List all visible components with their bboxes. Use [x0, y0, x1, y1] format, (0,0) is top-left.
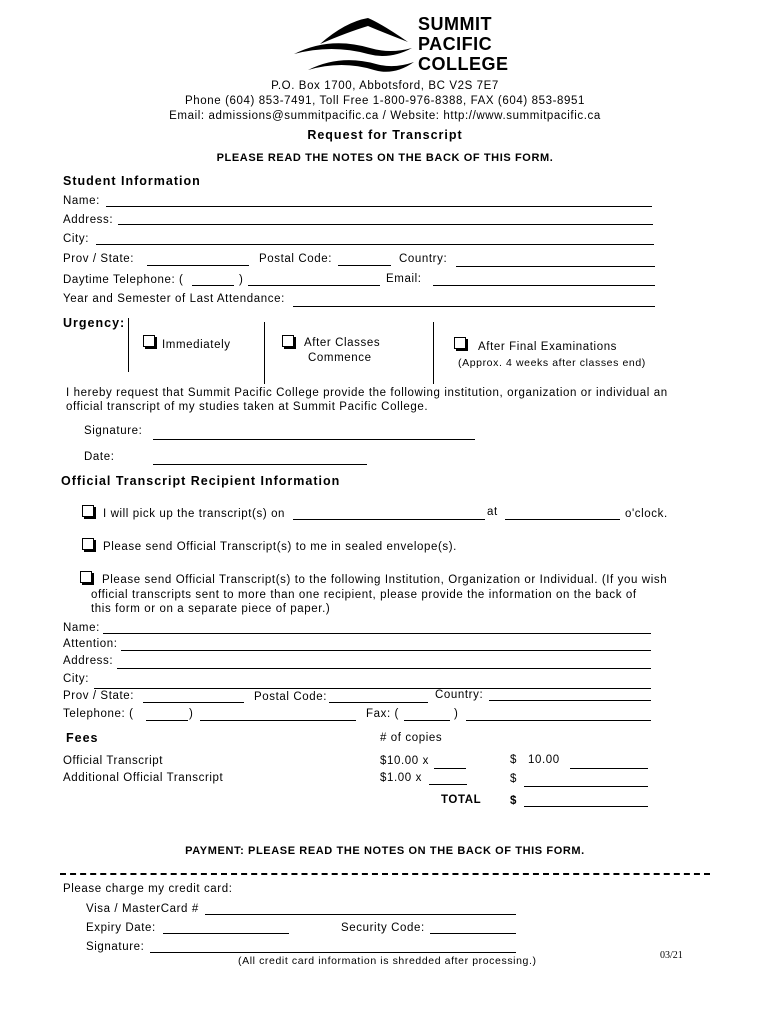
fees-total-label: TOTAL	[441, 794, 482, 806]
sealed-envelope-label: Please send Official Transcript(s) to me in sealed envelope(s).	[103, 541, 457, 553]
payment-security-label: Security Code:	[341, 922, 425, 934]
fees-row2-label: Additional Official Transcript	[63, 772, 224, 784]
payment-expiry-field[interactable]	[163, 933, 289, 934]
recipient-country-field[interactable]	[489, 700, 651, 701]
recipient-country-label: Country:	[435, 689, 484, 701]
fees-row2-price: $1.00 x	[380, 772, 422, 784]
recipient-name-field[interactable]	[103, 633, 651, 634]
payment-charge-label: Please charge my credit card:	[63, 883, 233, 895]
send-institution-text-3: this form or on a separate piece of paper.)	[91, 603, 331, 615]
recipient-fax-label: Fax: (	[366, 708, 399, 720]
recipient-phone-field[interactable]	[200, 720, 356, 721]
recipient-attention-label: Attention:	[63, 638, 118, 650]
recipient-city-label: City:	[63, 673, 89, 685]
pickup-label: I will pick up the transcript(s) on	[103, 508, 286, 520]
recipient-fax-field[interactable]	[466, 720, 651, 721]
request-text-2: official transcript of my studies taken at Summit Pacific College.	[66, 401, 429, 413]
recipient-fax-area-field[interactable]	[404, 720, 450, 721]
student-prov-field[interactable]	[147, 265, 249, 266]
recipient-attention-field[interactable]	[121, 650, 651, 651]
fees-row1-price: $10.00 x	[380, 755, 429, 767]
recipient-prov-field[interactable]	[143, 702, 244, 703]
fees-row1-label: Official Transcript	[63, 755, 164, 767]
pickup-time-field[interactable]	[505, 519, 620, 520]
recipient-address-field[interactable]	[117, 668, 651, 669]
fees-total-field[interactable]	[524, 806, 648, 807]
request-signature-label: Signature:	[84, 425, 143, 437]
recipient-postal-label: Postal Code:	[254, 691, 328, 703]
student-address-field[interactable]	[118, 224, 653, 225]
urgency-immediately-checkbox[interactable]	[143, 335, 155, 347]
student-postal-field[interactable]	[338, 265, 391, 266]
form-version: 03/21	[660, 950, 683, 961]
recipient-phone-area-field[interactable]	[146, 720, 188, 721]
fees-row2-copies-field[interactable]	[429, 784, 467, 785]
cut-line	[60, 873, 710, 875]
fees-row1-dollar: $	[510, 754, 517, 766]
college-phone: Phone (604) 853-7491, Toll Free 1-800-976-8388, FAX (604) 853-8951	[185, 95, 585, 107]
fees-row1-copies-field[interactable]	[434, 768, 466, 769]
fees-row2-dollar: $	[510, 773, 517, 785]
student-city-label: City:	[63, 233, 89, 245]
student-phone-label: Daytime Telephone: (	[63, 274, 184, 286]
fees-copies-header: # of copies	[380, 732, 443, 744]
pickup-at-label: at	[487, 506, 498, 518]
request-signature-field[interactable]	[153, 439, 475, 440]
fees-total-dollar: $	[510, 795, 517, 807]
student-prov-label: Prov / State:	[63, 253, 135, 265]
notice-top: PLEASE READ THE NOTES ON THE BACK OF THIS FORM.	[216, 152, 554, 164]
send-institution-text-1: Please send Official Transcript(s) to the following Institution, Organization or Individual. (If you wish	[102, 574, 668, 586]
student-year-field[interactable]	[293, 306, 655, 307]
logo-line-1: SUMMIT	[418, 14, 492, 34]
send-institution-text-2: official transcripts sent to more than one recipient, please provide the information on the back of	[91, 589, 637, 601]
recipient-prov-label: Prov / State:	[63, 690, 135, 702]
payment-signature-label: Signature:	[86, 941, 145, 953]
urgency-heading: Urgency:	[63, 316, 126, 330]
payment-security-field[interactable]	[430, 933, 516, 934]
urgency-divider-3	[433, 322, 434, 384]
payment-card-field[interactable]	[205, 914, 516, 915]
student-phone-field[interactable]	[248, 285, 380, 286]
student-year-label: Year and Semester of Last Attendance:	[63, 293, 285, 305]
urgency-after-exams-note: (Approx. 4 weeks after classes end)	[458, 357, 646, 369]
student-postal-label: Postal Code:	[259, 253, 333, 265]
recipient-fax-close: )	[454, 708, 459, 720]
college-logo	[290, 14, 520, 78]
sealed-envelope-checkbox[interactable]	[82, 538, 94, 550]
recipient-postal-field[interactable]	[329, 702, 428, 703]
payment-notice-bold: PAYMENT:	[185, 845, 245, 857]
payment-signature-field[interactable]	[150, 952, 516, 953]
pickup-checkbox[interactable]	[82, 505, 94, 517]
student-name-label: Name:	[63, 195, 100, 207]
urgency-after-classes-checkbox[interactable]	[282, 335, 294, 347]
payment-card-label: Visa / MasterCard #	[86, 903, 199, 915]
logo-line-2: PACIFIC	[418, 34, 493, 54]
fees-heading: Fees	[66, 731, 99, 745]
payment-notice	[0, 845, 770, 857]
urgency-immediately-label: Immediately	[162, 339, 231, 351]
recipient-name-label: Name:	[63, 622, 100, 634]
recipient-address-label: Address:	[63, 655, 114, 667]
urgency-after-classes-line2: Commence	[308, 352, 372, 364]
college-address: P.O. Box 1700, Abbotsford, BC V2S 7E7	[271, 80, 499, 92]
recipient-phone-close: )	[189, 708, 194, 720]
urgency-after-classes-line1: After Classes	[304, 337, 381, 349]
urgency-after-exams-checkbox[interactable]	[454, 337, 466, 349]
fees-row1-amount: 10.00	[528, 754, 560, 766]
request-text-1: I hereby request that Summit Pacific College provide the following institution, organization or individual an	[66, 387, 668, 399]
page-title: Request for Transcript	[307, 128, 463, 142]
payment-notice-rest: PLEASE READ THE NOTES ON THE BACK OF THIS FORM.	[244, 845, 585, 857]
recipient-city-field[interactable]	[94, 688, 651, 689]
request-date-label: Date:	[84, 451, 115, 463]
college-contact: Email: admissions@summitpacific.ca / Website: http://www.summitpacific.ca	[169, 110, 601, 122]
student-phone-close: )	[239, 274, 244, 286]
student-country-label: Country:	[399, 253, 448, 265]
request-date-field[interactable]	[153, 464, 367, 465]
payment-shred-note: (All credit card information is shredded after processing.)	[238, 955, 537, 967]
logo-line-3: COLLEGE	[418, 54, 509, 74]
student-email-field[interactable]	[433, 285, 655, 286]
fees-row2-amount-field[interactable]	[524, 786, 648, 787]
recipient-heading: Official Transcript Recipient Information	[61, 474, 341, 488]
pickup-oclock-label: o'clock.	[625, 508, 668, 520]
recipient-phone-label: Telephone: (	[63, 708, 134, 720]
student-country-field[interactable]	[456, 266, 655, 267]
student-phone-area-field[interactable]	[192, 285, 234, 286]
fees-row1-amount-field[interactable]	[570, 768, 648, 769]
send-institution-checkbox[interactable]	[80, 571, 92, 583]
student-heading: Student Information	[63, 174, 201, 188]
payment-expiry-label: Expiry Date:	[86, 922, 156, 934]
urgency-after-exams-label: After Final Examinations	[478, 341, 618, 353]
student-address-label: Address:	[63, 214, 114, 226]
student-email-label: Email:	[386, 273, 422, 285]
pickup-date-field[interactable]	[293, 519, 485, 520]
student-city-field[interactable]	[96, 244, 654, 245]
student-name-field[interactable]	[106, 206, 652, 207]
mountain-wave-icon	[290, 14, 418, 78]
urgency-divider-1	[128, 318, 129, 372]
urgency-divider-2	[264, 322, 265, 384]
